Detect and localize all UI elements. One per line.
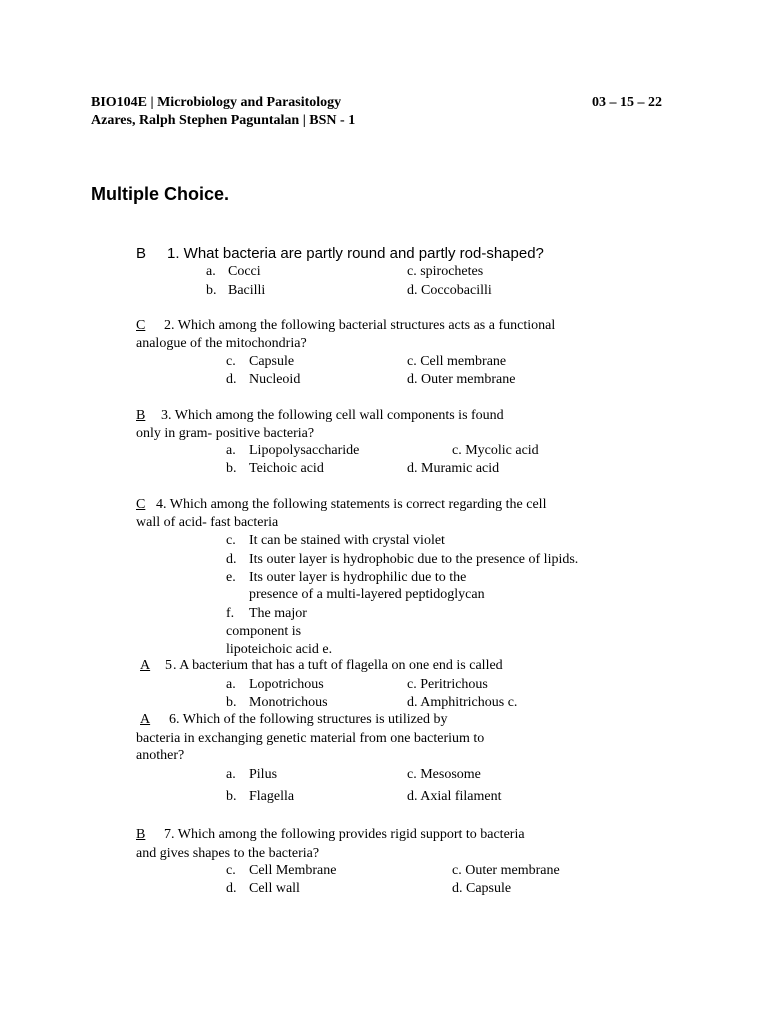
question-stem: analogue of the mitochondria? [136,336,307,351]
question-stem: 4. Which among the following statements is correct regarding the cell [156,497,547,512]
answer-key: C [136,497,146,512]
option-text: The major [249,606,307,621]
option-text: Capsule [249,354,295,369]
question-stem: bacteria in exchanging genetic material from one bacterium to [136,731,485,746]
question-number: 5 [165,658,172,673]
answer-key: B [136,408,146,423]
option-letter: a. [226,677,236,692]
option-text: Bacilli [228,283,266,298]
option-text: c. Mycolic acid [452,443,539,458]
option-letter: b. [226,461,237,476]
option-text: Flagella [249,789,295,804]
option-text: c. Outer membrane [452,863,560,878]
question-stem: and gives shapes to the bacteria? [136,846,320,861]
question-stem: another? [136,748,185,763]
question-stem: 1. What bacteria are partly round and partly rod-shaped? [167,245,544,262]
option-letter: c. [226,533,236,548]
option-text: Nucleoid [249,372,301,387]
option-text: c. Cell membrane [407,354,507,369]
option-text: c. Peritrichous [407,677,488,692]
option-text: d. Muramic acid [407,461,500,476]
question-stem: 2. Which among the following bacterial structures acts as a functional [164,318,556,333]
option-letter: e. [226,570,236,585]
section-title: Multiple Choice. [91,184,230,204]
option-letter: a. [206,264,216,279]
option-text: c. Mesosome [407,767,481,782]
option-text: Its outer layer is hydrophilic due to the [249,570,467,585]
question-stem: 7. Which among the following provides rigid support to bacteria [164,827,525,842]
question-stem: 6. Which of the following structures is utilized by [169,712,448,727]
option-text: d. Outer membrane [407,372,516,387]
answer-key: A [140,658,151,673]
option-letter: a. [226,767,236,782]
option-text: It can be stained with crystal violet [249,533,445,548]
option-letter: d. [226,881,237,896]
option-text: Teichoic acid [249,461,324,476]
option-text: lipoteichoic acid e. [226,642,333,657]
option-text: c. spirochetes [407,264,484,279]
option-text: Lopotrichous [249,677,324,692]
option-letter: f. [226,606,235,621]
option-letter: b. [226,695,237,710]
option-text: Pilus [249,767,278,782]
course-title: BIO104E | Microbiology and Parasitology [91,95,342,110]
option-text: Cell Membrane [249,863,337,878]
option-text: presence of a multi-layered peptidoglycan [249,587,485,602]
document-date: 03 – 15 – 22 [592,95,662,110]
question-stem: wall of acid- fast bacteria [136,515,279,530]
option-text: d. Coccobacilli [407,283,492,298]
option-text: Lipopolysaccharide [249,443,360,458]
option-text: Its outer layer is hydrophobic due to the presence of lipids. [249,552,579,567]
answer-key: B [136,827,146,842]
question-stem: . A bacterium that has a tuft of flagella on one end is called [173,658,503,673]
answer-key: A [140,712,151,727]
option-letter: b. [226,789,237,804]
option-letter: c. [226,354,236,369]
option-text: d. Capsule [452,881,512,896]
option-text: Cell wall [249,881,300,896]
question-stem: 3. Which among the following cell wall components is found [161,408,504,423]
option-text: d. Amphitrichous c. [407,695,518,710]
option-text: Cocci [228,264,261,279]
question-stem: only in gram- positive bacteria? [136,426,315,441]
answer-key: B [136,245,147,262]
option-text: Monotrichous [249,695,328,710]
answer-key: C [136,318,146,333]
option-letter: d. [226,372,237,387]
option-letter: a. [226,443,236,458]
student-name: Azares, Ralph Stephen Paguntalan | BSN - 1 [91,113,356,128]
option-letter: b. [206,283,217,298]
option-text: component is [226,624,302,639]
option-letter: d. [226,552,237,567]
option-letter: c. [226,863,236,878]
option-text: d. Axial filament [407,789,502,804]
